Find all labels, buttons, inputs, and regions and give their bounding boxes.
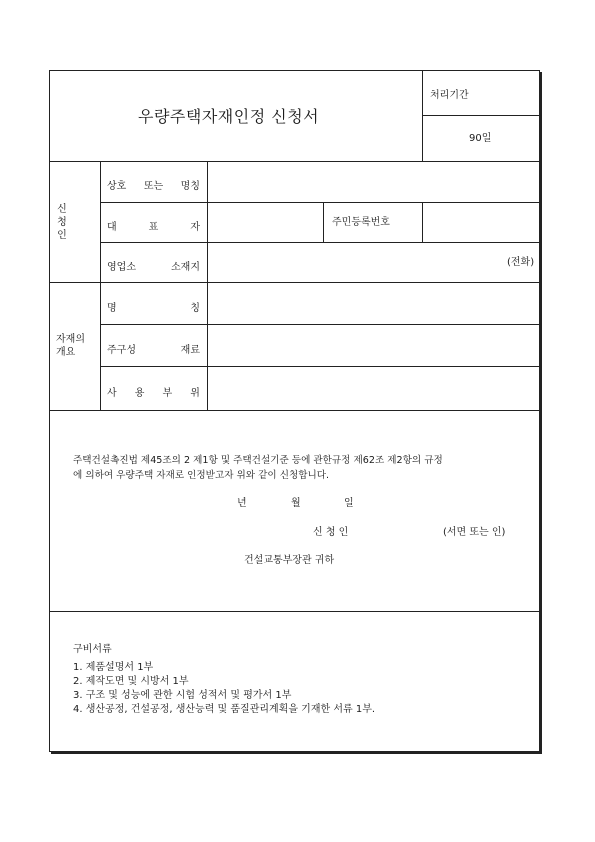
main-material-label: 주구성 재료	[107, 345, 200, 356]
rule-header-bottom	[49, 161, 540, 162]
attachment-item: 3. 구조 및 성능에 관한 시험 성적서 및 평가서 1부	[73, 690, 292, 701]
rule-label-col	[207, 161, 208, 410]
attachments-heading: 구비서류	[73, 644, 112, 655]
rule-row-5	[100, 366, 540, 367]
attachment-item: 4. 생산공정, 건설공정, 생산능력 및 품질관리계획을 기재한 서류 1부.	[73, 704, 376, 715]
material-name-label: 명 칭	[107, 303, 200, 314]
rule-material-bottom	[49, 410, 540, 411]
material-section-label: 자재의 개요	[56, 334, 85, 358]
rule-row-1	[100, 202, 540, 203]
attachment-item: 2. 제작도면 및 시방서 1부	[73, 676, 189, 687]
rule-applicant-bottom	[49, 282, 540, 283]
statement-line-1: 주택건설촉진법 제45조의 2 제1항 및 주택건설기준 등에 관한규정 제62조 제2항의 규정	[73, 455, 443, 466]
date-month-label: 월	[291, 498, 301, 509]
application-form	[49, 70, 540, 752]
rule-period-left	[422, 70, 423, 161]
rule-period-divider	[422, 115, 540, 116]
attachments-list	[73, 662, 375, 718]
signature-note: (서면 또는 인)	[443, 527, 506, 538]
attachment-item: 1. 제품설명서 1부	[73, 662, 154, 673]
processing-period-value: 90일	[469, 133, 492, 144]
date-day-label: 일	[344, 498, 354, 509]
rule-section-col	[100, 161, 101, 410]
resident-number-label: 주민등록번호	[332, 217, 390, 228]
rule-row-4	[100, 324, 540, 325]
addressee: 건설교통부장관 귀하	[244, 555, 335, 566]
rule-statement-bottom	[49, 611, 540, 612]
rule-row-2	[100, 242, 540, 243]
date-year-label: 년	[237, 498, 247, 509]
rule-resident-right	[422, 202, 423, 242]
form-title: 우량주택자재인정 신청서	[138, 107, 320, 126]
processing-period-label: 처리기간	[430, 90, 469, 101]
applicant-section-label: 신 청 인	[57, 204, 67, 241]
office-location-label: 영업소 소재지	[107, 262, 200, 273]
representative-label: 대 표 자	[107, 222, 200, 233]
usage-part-label: 사 용 부 위	[107, 388, 200, 399]
statement-line-2: 에 의하여 우량주택 자재로 인정받고자 위와 같이 신청합니다.	[73, 470, 330, 481]
applicant-signature-label: 신 청 인	[313, 527, 349, 538]
phone-label: (전화)	[507, 257, 535, 268]
rule-resident-left	[323, 202, 324, 242]
company-name-label: 상호 또는 명칭	[107, 181, 200, 192]
